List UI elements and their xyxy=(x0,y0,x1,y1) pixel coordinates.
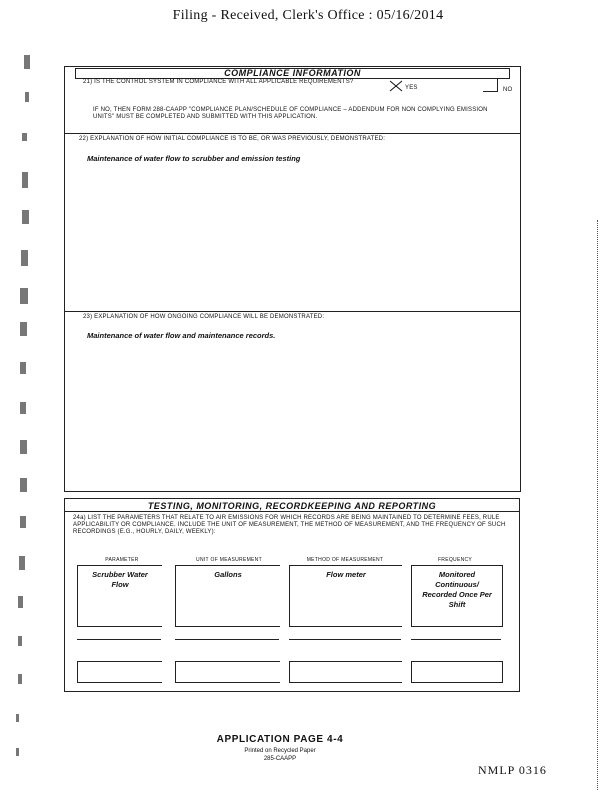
cell-method[interactable] xyxy=(289,565,402,627)
col-method: METHOD OF MEASUREMENT xyxy=(306,557,384,563)
blank-row-line xyxy=(77,639,161,640)
blank-cell[interactable] xyxy=(289,661,402,683)
col-unit: UNIT OF MEASUREMENT xyxy=(196,557,262,563)
testing-section xyxy=(64,498,520,692)
yes-checkbox[interactable] xyxy=(389,79,403,91)
compliance-section xyxy=(64,66,521,492)
divider-22 xyxy=(65,133,520,134)
value-frequency: Monitored Continuous/ Recorded Once Per Shift xyxy=(422,570,492,609)
compliance-title-bar xyxy=(75,68,510,79)
form-number: 285-CAAPP xyxy=(263,756,297,762)
col-parameter: PARAMETER xyxy=(105,557,139,563)
no-label: NO xyxy=(503,87,513,93)
no-checkbox[interactable] xyxy=(483,79,498,92)
testing-title: TESTING, MONITORING, RECORDKEEPING AND REPORTING xyxy=(147,501,437,511)
blank-cell[interactable] xyxy=(175,661,280,683)
cell-unit[interactable] xyxy=(175,565,280,627)
divider-23 xyxy=(65,311,520,312)
question-22: 22) EXPLANATION OF HOW INITIAL COMPLIANCE IS TO BE, OR WAS PREVIOUSLY, DEMONSTRATED: xyxy=(79,136,386,142)
question-21: 21) IS THE CONTROL SYSTEM IN COMPLIANCE WITH ALL APPLICABLE REQUIREMENTS? xyxy=(83,79,354,85)
value-unit: Gallons xyxy=(214,570,242,579)
answer-22: Maintenance of water flow to scrubber and emission testing xyxy=(87,154,301,163)
right-margin-mark xyxy=(597,220,598,790)
cell-frequency[interactable] xyxy=(411,565,503,627)
question-23: 23) EXPLANATION OF HOW ONGOING COMPLIANCE WILL BE DEMONSTRATED: xyxy=(83,314,325,320)
compliance-title: COMPLIANCE INFORMATION xyxy=(224,68,361,78)
check-x-icon xyxy=(389,80,403,92)
bates-stamp: NMLP 0316 xyxy=(478,763,547,777)
blank-row-line xyxy=(411,639,501,640)
value-method: Flow meter xyxy=(326,570,366,579)
yes-label: YES xyxy=(405,85,418,91)
blank-cell[interactable] xyxy=(77,661,162,683)
blank-cell[interactable] xyxy=(411,661,503,683)
answer-23: Maintenance of water flow and maintenance records. xyxy=(87,331,276,340)
col-frequency: FREQUENCY xyxy=(437,557,473,563)
filing-header: Filing - Received, Clerk's Office : 05/16/2014 xyxy=(172,8,444,23)
printed-note: Printed on Recycled Paper xyxy=(244,748,316,754)
value-parameter: Scrubber Water Flow xyxy=(92,570,148,589)
question-24a: 24a) LIST THE PARAMETERS THAT RELATE TO AIR EMISSIONS FOR WHICH RECORDS ARE BEING MAINTAINED TO DETERMINE FEES, RULE APPLICABILITY OR COMPLIANCE. INCLUDE THE UNIT OF MEASUREMENT, THE METHOD OF MEASUREMENT, AND THE FREQUENCY OF SUCH RECORDINGS (E.G., HOURLY, DAILY, WEEKLY): xyxy=(73,515,506,535)
blank-row-line xyxy=(175,639,279,640)
if-no-note: IF NO, THEN FORM 288-CAAPP "COMPLIANCE PLAN/SCHEDULE OF COMPLIANCE – ADDENDUM FOR NON COMPLYING EMISSION UNITS" MUST BE COMPLETED AND SUBMITTED WITH THIS APPLICATION. xyxy=(93,107,488,120)
cell-parameter[interactable] xyxy=(77,565,162,627)
blank-row-line xyxy=(289,639,401,640)
page-label: APPLICATION PAGE 4-4 xyxy=(216,734,344,745)
testing-title-bar xyxy=(65,502,519,512)
